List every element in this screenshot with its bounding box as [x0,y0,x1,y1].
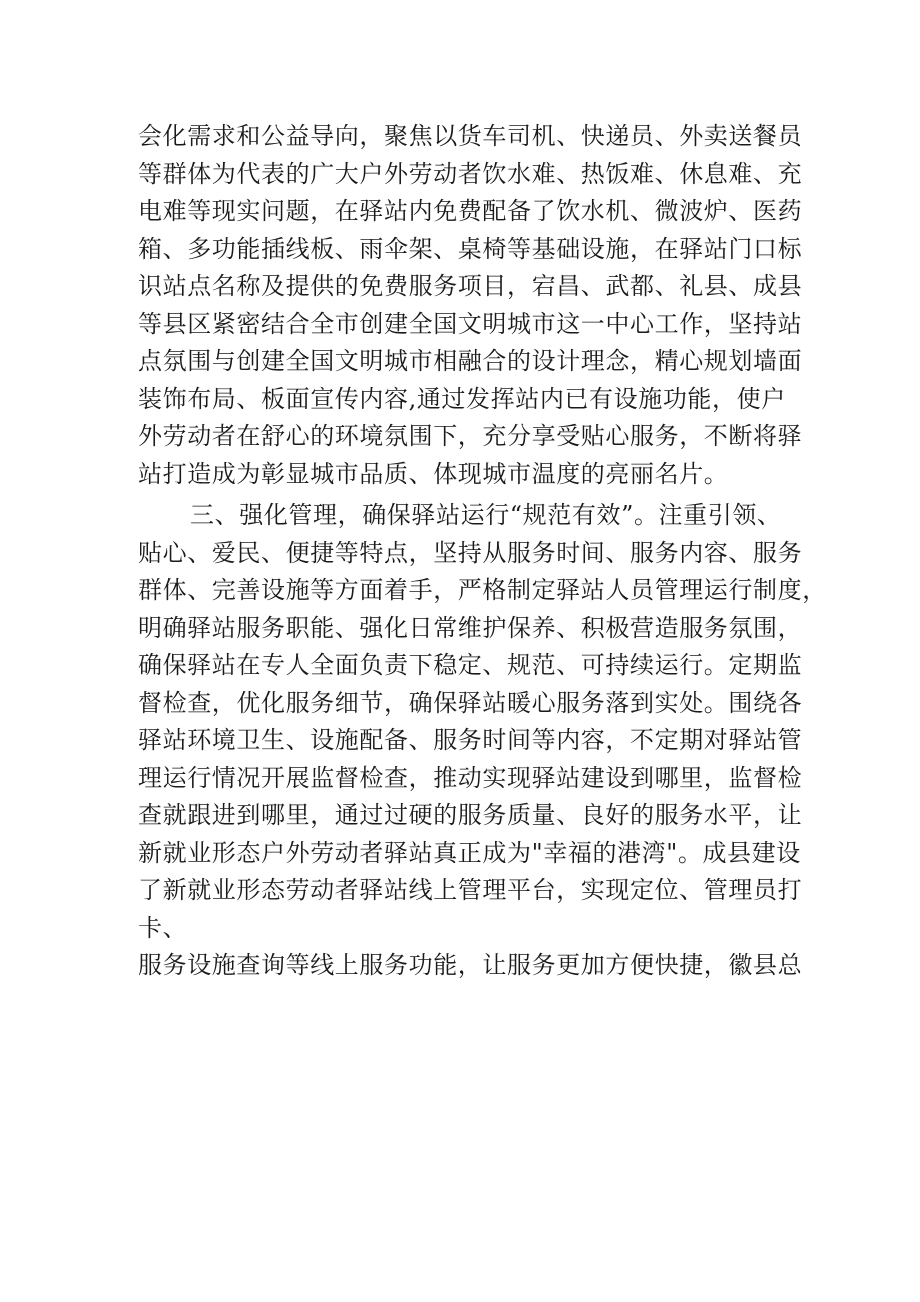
text-line: 点氛围与创建全国文明城市相融合的设计理念，精心规划墙面 [138,347,803,375]
text-line: 等县区紧密结合全市创建全国文明城市这一中心工作，坚持站 [138,309,803,338]
text-line: 电难等现实问题，在驿站内免费配备了饮水机、微波炉、医药 [138,197,803,225]
paragraph-2 [138,497,827,985]
text-line: 卡、 [138,913,188,942]
text-line: 服务设施查询等线上服务功能，让服务更加方便快捷，徽县总 [138,951,803,979]
text-line: 驿站环境卫生、设施配备、服务时间等内容，不定期对驿站管 [138,726,803,754]
text-line: 会化需求和公益导向，聚焦以货车司机、快递员、外卖送餐员 [138,122,803,150]
text-line: 理运行情况开展监督检查，推动实现驿站建设到哪里，监督检 [138,763,803,792]
text-line: 查就跟进到哪里，通过过硬的服务质量、良好的服务水平，让 [138,801,803,829]
text-line: 新就业形态户外劳动者驿站真正成为"幸福的港湾"。成县建设 [138,838,801,867]
text-line: 贴心、爱民、便捷等特点，坚持从服务时间、服务内容、服务 [138,538,803,567]
text-line: 明确驿站服务职能、强化日常维护保养、积极营造服务氛围， [138,613,803,642]
text-line: 确保驿站在专人全面负责下稳定、规范、可持续运行。定期监 [138,651,803,679]
text-line: 箱、多功能插线板、雨伞架、桌椅等基础设施，在驿站门口标 [138,234,803,263]
text-line: 站打造成为彰显城市品质、体现城市温度的亮丽名片。 [138,459,729,488]
text-line: 外劳动者在舒心的环境氛围下，充分享受贴心服务，不断将驿 [138,422,803,450]
text-line: 等群体为代表的广大户外劳动者饮水难、热饭难、休息难、充 [138,159,803,188]
text-line: 了新就业形态劳动者驿站线上管理平台，实现定位、管理员打 [138,876,803,904]
text-line-indented: 三、强化管理，确保驿站运行“规范有效”。注重引领、 [190,501,782,529]
document-body [138,118,827,985]
paragraph-1 [138,118,803,493]
text-line: 督检查，优化服务细节，确保驿站暖心服务落到实处。围绕各 [138,688,803,717]
text-line: 装饰布局、板面宣传内容,通过发挥站内已有设施功能，使户 [138,384,786,413]
text-line: 群体、完善设施等方面着手，严格制定驿站人员管理运行制度， [138,576,827,604]
text-line: 识站点名称及提供的免费服务项目，宕昌、武都、礼县、成县 [138,272,803,300]
